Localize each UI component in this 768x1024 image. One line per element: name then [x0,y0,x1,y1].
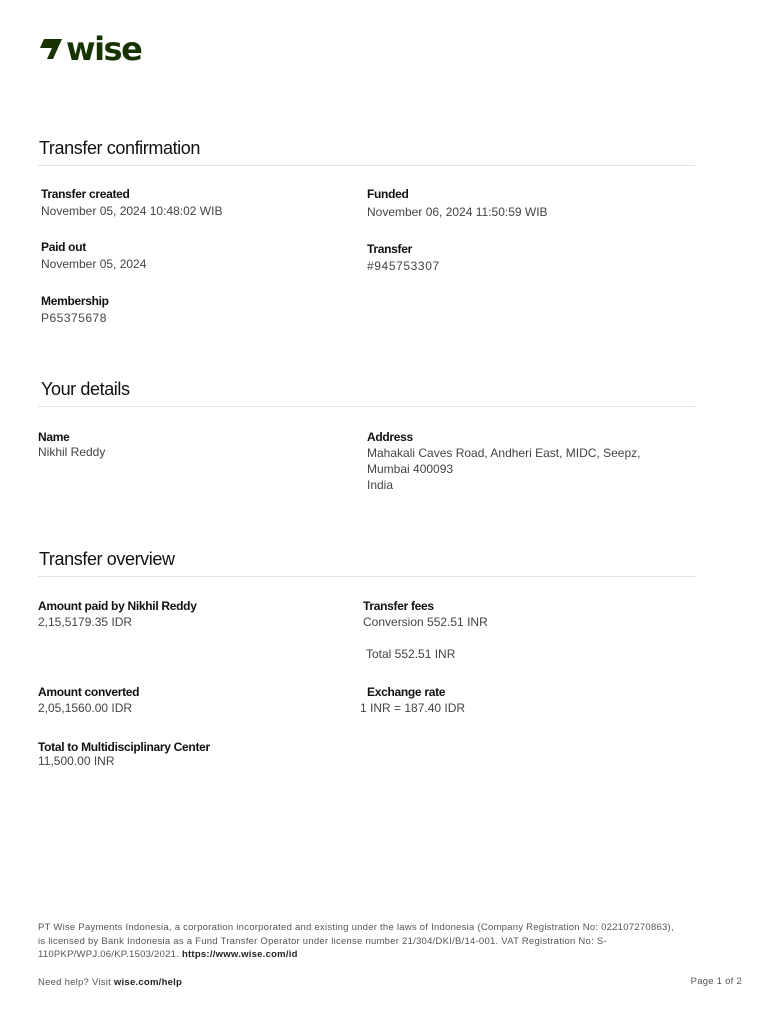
page-number: Page 1 of 2 [690,976,742,987]
exchange-rate-value: 1 INR = 187.40 IDR [360,701,466,715]
wise-logo [38,30,142,68]
divider [38,576,695,577]
legal-disclaimer [38,921,678,962]
help-line [38,976,182,990]
transfer-confirmation-title: Transfer confirmation [39,138,200,158]
wise-logo-text: wise [66,30,142,68]
total-fee-value: Total 552.51 INR [366,647,456,661]
paid-out-value: November 05, 2024 [41,257,147,271]
help-prefix: Need help? Visit [38,977,112,988]
address-value [367,445,640,493]
help-link[interactable]: wise.com/help [113,977,183,988]
address-line: Mahakali Caves Road, Andheri East, MIDC, Seepz, [367,446,641,460]
name-label: Name [38,430,70,444]
transfer-fees-label: Transfer fees [363,599,434,613]
address-line: Mumbai 400093 [367,462,454,476]
membership-label: Membership [41,294,109,308]
name-value: Nikhil Reddy [38,445,106,459]
total-to-value: 11,500.00 INR [38,754,115,768]
address-line: India [367,478,394,492]
your-details-title: Your details [41,379,130,399]
funded-value: November 06, 2024 11:50:59 WIB [367,205,548,219]
funded-label: Funded [367,187,409,201]
total-to-label: Total to Multidisciplinary Center [38,740,210,754]
amount-paid-label: Amount paid by Nikhil Reddy [38,599,197,613]
amount-converted-value: 2,05,1560.00 IDR [38,701,133,715]
divider [38,406,695,407]
amount-paid-value: 2,15,5179.35 IDR [38,615,133,629]
legal-text: PT Wise Payments Indonesia, a corporation incorporated and existing under the laws of Indonesia (Company Registration No: 022107270863), is licensed by Bank Indonesia as a Fund Transfer Operator under license number 21/304/DKI/B/14-001. VAT Registration No: S-110PKP/WPJ.06/KP.1503/2021. [38,922,674,960]
transfer-created-label: Transfer created [41,187,130,201]
membership-value: P65375678 [41,311,107,325]
paid-out-label: Paid out [41,240,86,254]
amount-converted-label: Amount converted [38,685,140,699]
wise-id-link[interactable]: https://www.wise.com/id [181,949,298,960]
divider [38,165,695,166]
transfer-created-value: November 05, 2024 10:48:02 WIB [41,204,223,218]
conversion-fee-value: Conversion 552.51 INR [363,615,488,629]
wise-flag-icon [38,37,64,61]
transfer-id-value: #945753307 [367,259,440,273]
address-label: Address [367,430,413,444]
transfer-label: Transfer [367,242,412,256]
exchange-rate-label: Exchange rate [367,685,446,699]
transfer-overview-title: Transfer overview [39,549,175,569]
